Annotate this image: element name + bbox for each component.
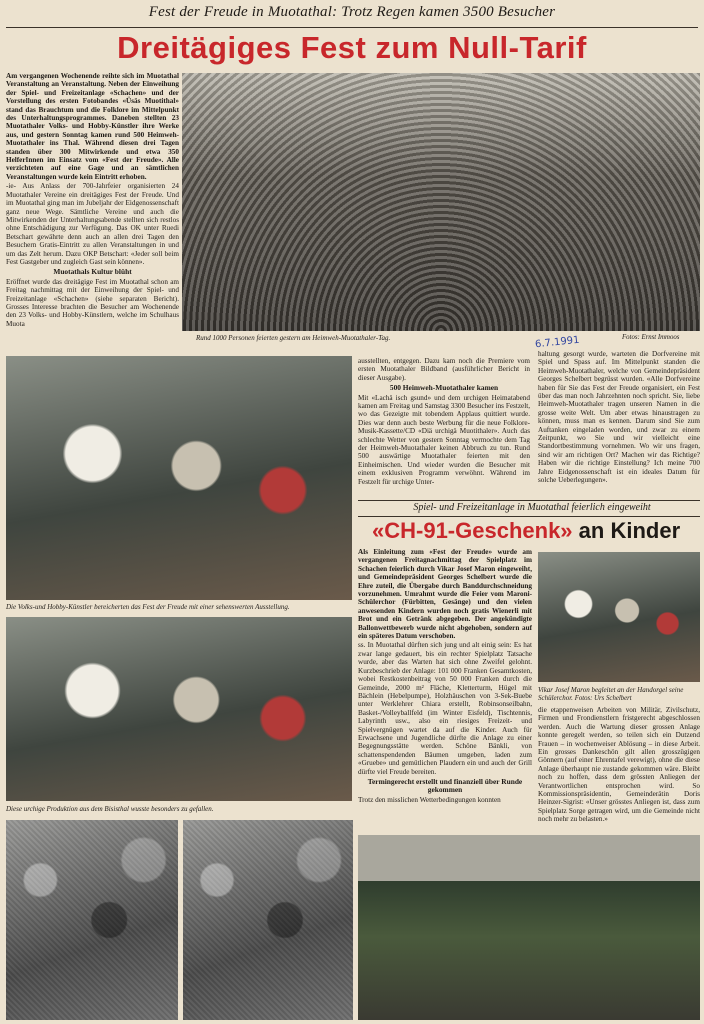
photo-vikar-handorgel [538,552,700,682]
body-paragraph: Trotz den misslichen Wetterbedingungen konnten [358,795,501,804]
article-column-right-bottom [538,706,700,832]
photo-credit-vikar: Fotos: Urs Schelbert [574,695,632,702]
section2-headline-red: «CH-91-Geschenk» [372,518,573,543]
photo-credit-main: Fotos: Ernst Immoos [622,334,680,341]
section2-headline-black: an Kinder [578,518,681,543]
photo-caption-vikar [538,686,700,703]
photo-caption-artists: Die Volks-und Hobby-Künstler bereicherten das Fest der Freude mit einer sehenswerten Ausstellung. [6,603,290,611]
lead-paragraph: Am vergangenen Wochenende reihte sich im Muotathal Veranstaltung an Veranstaltung. Neben der Einweihung der Spiel- und Freizeitanlage «Schachen» und der Vorstellung des ersten Fotobandes «Üsäs Muotithal» stand das Brauchtum und die Folklore im Mittelpunkt des Unterhaltungsprogrammes. Daneben stellten 23 Muotathaler Volks- und Hobby-Künstler ihre Werke aus, und gestern Sonntag kamen rund 500 Heimweh-Muotathaler ins Thal. Während diesen drei Tagen standen über 300 Mitwirkende und etwa 350 HelferInnen im Einsatz vom «Fest der Freude». Alle verzichteten auf eine Gage und an sämtlichen Veranstaltungen wurde kein Eintritt erhoben. [6,72,179,181]
article-column-middle [358,357,530,497]
handwritten-date: 6.7.1991 [534,334,580,351]
headline: Dreitägiges Fest zum Null-Tarif [117,30,587,65]
photo-hobby-artists [6,356,352,600]
kicker: Fest der Freude in Muotathal: Trotz Regen kamen 3500 Besucher [148,4,556,20]
photo-caption-main: Rund 1000 Personen feierten gestern am Heimweh-Muotathaler-Tag. [196,334,391,342]
photo-caption-bisisthal: Diese urchige Produktion aus dem Bisisthal wusste besonders zu gefallen. [6,805,214,813]
body-paragraph: Mit «Lachä isch gsund» und dem urchigen Heimatabend kamen am Freitag und Samstag 3300 Besucher ins Festzelt, wo das Gezeigte mit tobendem Applaus quittiert wurde. Dies war denn auch beste Werbung für die neue Folklore-Musik-Kassette/CD «Diä urchigä Muotithaler». Auch das schlechte Wetter von gestern Sonntag vermochte dem Tag der Heimweh-Muotathaler keinen Abbruch zu tun. Rund 500 auswärtige Muotathaler feierten mit den Einheimischen. Und wieder wurden die Besucher mit einem exklusiven Programm verwöhnt. Während im Festzelt für urchige Unter- [358,393,530,486]
subhead-termingerecht: Termingerecht erstellt und finanziell über Runde gekommen [367,776,523,795]
body-paragraph: ausstellten, entgegen. Dazu kam noch die Premiere vom ersten Muotathaler Bildband (ausführlicher Bericht in dieser Ausgabe). [358,357,530,382]
photo-bisisthal-production [6,617,352,801]
photo-bottom-middle [183,820,353,1020]
section2-headline [372,518,702,544]
article-column-spielplatz [358,548,532,830]
section-rule [358,516,700,517]
photo-muotathal-village [358,835,700,1020]
subhead-kultur: Muotathals Kultur blüht [53,267,132,277]
body-paragraph: ss. In Muotathal dürften sich jung und alt einig sein: Es hat zwar lange gedauert, bis ein rechter Spielplatz Tatsache wurde, aber das Warten hat sich ohne Zweifel gelohnt. Kurzbeschrieb der Anlage: 101 000 Franken Gesamtkosten, wobei Restkostenbeitrag von 50 000 Franken durch die Gemeinde, 2000 m² Fläche, Kletterturm, Hügel mit Bächlein (Hebelpumpe), Holzhäuschen von 3-Sek-Buebe unter Werklehrer Chiara erstellt, Robinsonseilbahn, Basket-/Volleyballfeld (im Winter Eisfeld), Tischtennis, Labyrinth usw., also ein riesiges Freizeit- und Spielvergnügen wartet da auf die Kinder. Auch für Erwachsene und Jugendliche dürfte die Anlage zu einer Begegnungsstätte werden. Schöne Bänkli, von schattenspendenden Bäumen umgeben, laden zum «Gruebe» und gemütlichen Plaudern ein und auch der Grill dürfte viel Freude bereiten. [358,641,532,776]
body-paragraph: die etappenweisen Arbeiten von Militär, Zivilschutz, Firmen und Frondienstlern fristgerecht abgeschlossen werden. Auch die Wartung dieser grossen Anlage konnte geregelt werden, so teilen sich ein Dutzend Frauen – in wochenweiser Ablösung – in diese Arbeit. Ein grosses Dankeschön gilt allen grosszügigen Gönnern (auf einer Ehrentafel verewigt), ohne die diese Anlage überhaupt nie zustande gekommen wäre. Bleibt noch zu hoffen, dass dem grössten Anliegen der Verantwortlichen entsprochen wird. So Kommissionspräsidentin, Gemeinderätin Doris Heinzer-Sigrist: «Unser grösstes Anliegen ist, dass zum Spielplatz Sorge getragen wird, um die Gemeinde nicht noch mehr zu belasten.» [538,706,700,824]
article-column-left [6,72,179,354]
body-paragraph: -ie- Aus Anlass der 700-Jahrfeier organisierten 24 Muotathaler Vereine ein dreitägiges Fest der Freude. Und im Muotathal ging man im Jubeljahr der Eidgenossenschaft ganz neue Wege. Sämtliche Vereine und auch die Mitwirkenden der Unterhaltungsabende stellten sich restlos ohne Entschädigung zur Verfügung. Das OK unter Ruedi Betschart gewährte denn auch an allen drei Tagen den Besuchern Gratis-Eintritt zu allen Veranstaltungen in und um das Zelt herum. Dazu OKP Betschart: «Jeder soll beim Fest Gastgeber und zugleich Gast sein können». [6,182,179,266]
lead-paragraph: Als Einleitung zum «Fest der Freude» wurde am vergangenen Freitagnachmittag der Spielplatz im Schachen feierlich durch Vikar Josef Maron eingeweiht, und Gemeindepräsident Georges Schelbert wurde die Ehre zuteil, die Übergabe durch Banddurchschneidung vorzunehmen. Umrahmt wurde die Feier vom Maroni-Schülerchor (Fürbitten, Gesänge) und den vielen anwesenden Kindern wurden noch gratis Wienerli mit Brot und ein Getränk abgegeben. Der angekündigte Ballonwettbewerb wurde nicht abgehoben, sondern auf ein späteres Datum verschoben. [358,548,532,641]
section2-kicker: Spiel- und Freizeitanlage in Muotathal feierlich eingeweiht [413,502,651,513]
top-rule [6,27,698,28]
subhead-heimweh: 500 Heimweh-Muotathaler kamen [389,383,499,393]
photo-bottom-left [6,820,178,1020]
article-column-right-top [538,350,700,498]
caption-vikar-text: Vikar Josef Maron begleitet an der Handorgel seine Schülerchor. [538,686,684,702]
body-paragraph: haltung gesorgt wurde, warteten die Dorfvereine mit Spiel und Spass auf. Im Mittelpunkt standen die Heimweh-Muotathaler, welche von Gemeindepräsident Georges Schelbert begrüsst wurden. «Alle Dorfvereine haben für Sie das Fest der Freude organisiert, ein Fest über das man noch Jahrzehnten noch spricht. Sie, liebe Heimweh-Muotathaler tragen unseren Namen in die grosse weite Welt. Um aber etwas hinaustragen zu können, muss man es kennen. Darum sind Sie zum Auftanken eingeladen worden, und zwar zu einem Zeitpunkt, wo Sie und wir vielleicht eine Standortbestimmung vornehmen. Wo wir uns fragen, sind wir am richtigen Ort? Machen wir das Richtige? Haben wir die richtige Einstellung? Ich meine 700 Jahre Eidgenossenschaft ist ein ideales Datum für solche Ueberlegungen». [538,350,700,485]
section-rule [358,500,700,501]
body-paragraph: Eröffnet wurde das dreitägige Fest im Muotathal schon am Freitag nachmittag mit der Einweihung der Spiel- und Freizeitanlage «Schachen» (siehe separaten Bericht). Grosses Interesse brachten die Besucher am Wochenende den 23 Volks- und Hobby-Künstlern, welche im Schulhaus Muota [6,277,179,328]
photo-festzelt-crowd [182,73,700,331]
